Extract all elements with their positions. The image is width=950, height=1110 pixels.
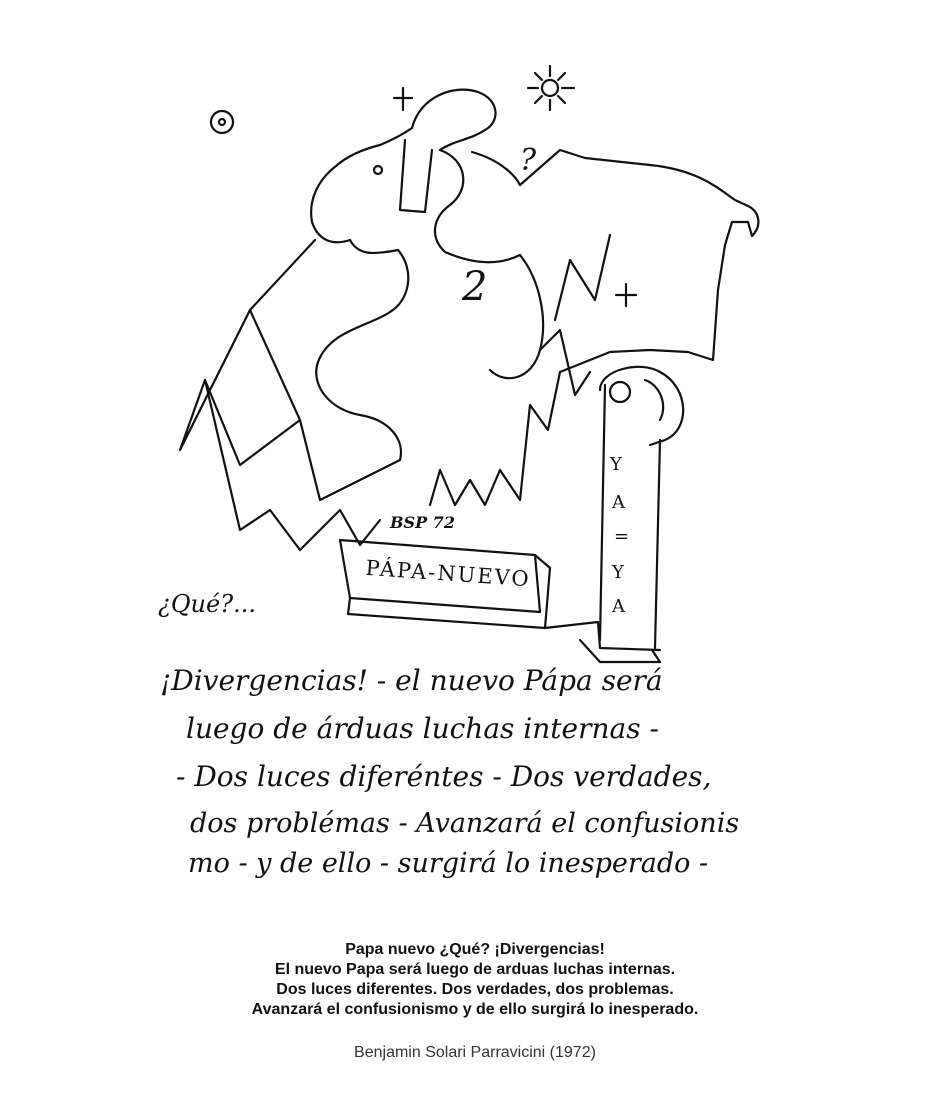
svg-text:?: ? [520, 143, 537, 178]
signature: BSP 72 [390, 513, 455, 532]
banner-text: PÁPA-NUEVO [364, 555, 532, 592]
handwritten-line: luego de árduas luchas internas - [186, 712, 659, 745]
handwritten-text [158, 590, 739, 879]
handwritten-line: ¡Divergencias! - el nuevo Pápa será [160, 664, 663, 697]
cross-icon [616, 284, 636, 306]
svg-text:A: A [612, 596, 627, 617]
svg-text:2: 2 [462, 264, 488, 310]
cross-icon [394, 88, 412, 110]
svg-text:Y: Y [610, 454, 624, 475]
svg-text:Y: Y [612, 562, 626, 583]
author-credit: Benjamin Solari Parravicini (1972) [354, 1044, 596, 1061]
svg-text:=: = [614, 526, 632, 547]
sun-icon [528, 66, 574, 110]
handwritten-line: dos problémas - Avanzará el confusionis [190, 808, 740, 839]
handwritten-line: - Dos luces diferéntes - Dos verdades, [176, 760, 712, 793]
svg-text:A: A [612, 492, 627, 513]
caption-line: Papa nuevo ¿Qué? ¡Divergencias! [345, 941, 605, 958]
caption-text [0, 940, 950, 1020]
caption-line: El nuevo Papa será luego de arduas luchas internas. [274, 961, 676, 978]
caption-line: Avanzará el confusionismo y de ello surgirá lo inesperado. [251, 1001, 699, 1018]
handwritten-line: ¿Qué?... [158, 590, 256, 618]
circle-symbol-icon [211, 111, 233, 133]
handwritten-line: mo - y de ello - surgirá lo inesperado - [188, 848, 709, 879]
caption-line: Dos luces diferentes. Dos verdades, dos problemas. [276, 981, 674, 998]
pope-figure [180, 90, 758, 550]
